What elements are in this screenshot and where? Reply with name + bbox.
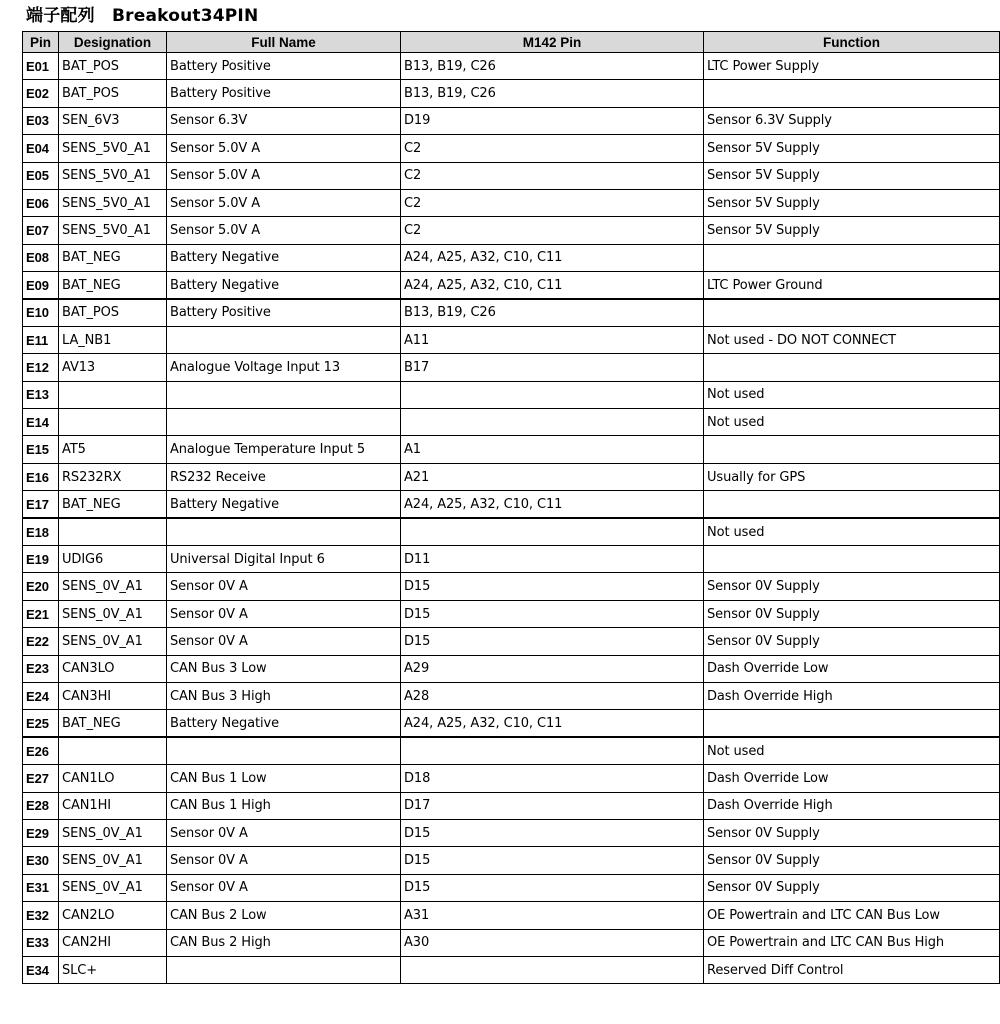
designation-cell: SENS_5V0_A1	[59, 135, 167, 162]
m142-pin-cell: A30	[401, 929, 704, 956]
full-name-cell: Sensor 0V A	[167, 628, 401, 655]
function-cell: Not used	[704, 409, 1000, 436]
designation-cell: SENS_0V_A1	[59, 628, 167, 655]
designation-cell: BAT_POS	[59, 80, 167, 107]
table-row	[23, 107, 1000, 134]
m142-pin-cell: A11	[401, 326, 704, 353]
table-row	[23, 354, 1000, 381]
pin-cell: E24	[23, 682, 59, 709]
function-cell: Dash Override Low	[704, 765, 1000, 792]
pin-cell: E10	[23, 299, 59, 326]
function-cell: Sensor 0V Supply	[704, 600, 1000, 627]
table-row	[23, 819, 1000, 846]
full-name-cell: RS232 Receive	[167, 463, 401, 490]
table-row	[23, 847, 1000, 874]
full-name-cell: Battery Positive	[167, 80, 401, 107]
m142-pin-cell	[401, 518, 704, 545]
pin-cell: E31	[23, 874, 59, 901]
function-cell: Sensor 5V Supply	[704, 217, 1000, 244]
table-body	[23, 53, 1000, 984]
table-row	[23, 874, 1000, 901]
m142-pin-cell: D18	[401, 765, 704, 792]
function-cell: Sensor 0V Supply	[704, 847, 1000, 874]
pin-cell: E15	[23, 436, 59, 463]
designation-cell: CAN1HI	[59, 792, 167, 819]
designation-cell	[59, 737, 167, 764]
full-name-cell: Battery Negative	[167, 272, 401, 299]
pin-cell: E19	[23, 546, 59, 573]
table-row	[23, 737, 1000, 764]
function-cell: Sensor 0V Supply	[704, 819, 1000, 846]
table-row	[23, 244, 1000, 271]
pin-cell: E30	[23, 847, 59, 874]
pin-cell: E13	[23, 381, 59, 408]
function-cell: Sensor 5V Supply	[704, 162, 1000, 189]
full-name-cell: Battery Negative	[167, 710, 401, 737]
column-header-function: Function	[704, 32, 1000, 53]
function-cell	[704, 80, 1000, 107]
full-name-cell: Sensor 6.3V	[167, 107, 401, 134]
pin-cell: E29	[23, 819, 59, 846]
m142-pin-cell: A24, A25, A32, C10, C11	[401, 710, 704, 737]
column-header-designation: Designation	[59, 32, 167, 53]
pin-cell: E25	[23, 710, 59, 737]
m142-pin-cell: A31	[401, 902, 704, 929]
full-name-cell: Battery Negative	[167, 244, 401, 271]
designation-cell: SENS_0V_A1	[59, 600, 167, 627]
pin-cell: E03	[23, 107, 59, 134]
table-row	[23, 710, 1000, 737]
designation-cell: SLC+	[59, 956, 167, 983]
full-name-cell: Battery Positive	[167, 299, 401, 326]
m142-pin-cell: B13, B19, C26	[401, 80, 704, 107]
function-cell: Usually for GPS	[704, 463, 1000, 490]
pin-cell: E22	[23, 628, 59, 655]
full-name-cell: CAN Bus 1 Low	[167, 765, 401, 792]
pin-cell: E28	[23, 792, 59, 819]
full-name-cell	[167, 326, 401, 353]
pin-cell: E02	[23, 80, 59, 107]
m142-pin-cell	[401, 956, 704, 983]
designation-cell: CAN2HI	[59, 929, 167, 956]
table-row	[23, 162, 1000, 189]
full-name-cell	[167, 381, 401, 408]
table-row	[23, 436, 1000, 463]
full-name-cell: Sensor 5.0V A	[167, 162, 401, 189]
function-cell: Dash Override High	[704, 682, 1000, 709]
function-cell: Dash Override High	[704, 792, 1000, 819]
designation-cell: RS232RX	[59, 463, 167, 490]
m142-pin-cell	[401, 409, 704, 436]
full-name-cell: Analogue Temperature Input 5	[167, 436, 401, 463]
pin-cell: E17	[23, 491, 59, 518]
full-name-cell: Battery Negative	[167, 491, 401, 518]
designation-cell	[59, 518, 167, 545]
designation-cell: BAT_NEG	[59, 710, 167, 737]
pin-cell: E04	[23, 135, 59, 162]
designation-cell: CAN1LO	[59, 765, 167, 792]
function-cell: Sensor 0V Supply	[704, 628, 1000, 655]
full-name-cell: CAN Bus 3 Low	[167, 655, 401, 682]
pin-cell: E18	[23, 518, 59, 545]
m142-pin-cell: C2	[401, 135, 704, 162]
m142-pin-cell: D11	[401, 546, 704, 573]
pin-cell: E12	[23, 354, 59, 381]
pin-cell: E08	[23, 244, 59, 271]
table-row	[23, 491, 1000, 518]
designation-cell: BAT_NEG	[59, 491, 167, 518]
function-cell	[704, 491, 1000, 518]
table-row	[23, 135, 1000, 162]
pin-cell: E16	[23, 463, 59, 490]
function-cell: Sensor 6.3V Supply	[704, 107, 1000, 134]
function-cell: Not used	[704, 381, 1000, 408]
m142-pin-cell: D15	[401, 628, 704, 655]
table-row	[23, 189, 1000, 216]
full-name-cell: Sensor 0V A	[167, 847, 401, 874]
function-cell: Not used	[704, 518, 1000, 545]
pin-cell: E07	[23, 217, 59, 244]
table-row	[23, 217, 1000, 244]
function-cell	[704, 244, 1000, 271]
function-cell: Dash Override Low	[704, 655, 1000, 682]
full-name-cell: Sensor 0V A	[167, 573, 401, 600]
function-cell: Sensor 0V Supply	[704, 874, 1000, 901]
table-header-row	[23, 32, 1000, 53]
designation-cell: SEN_6V3	[59, 107, 167, 134]
designation-cell: SENS_0V_A1	[59, 819, 167, 846]
full-name-cell: Sensor 5.0V A	[167, 189, 401, 216]
table-row	[23, 573, 1000, 600]
m142-pin-cell: A24, A25, A32, C10, C11	[401, 244, 704, 271]
designation-cell	[59, 409, 167, 436]
function-cell: OE Powertrain and LTC CAN Bus High	[704, 929, 1000, 956]
designation-cell: LA_NB1	[59, 326, 167, 353]
m142-pin-cell: C2	[401, 162, 704, 189]
pin-cell: E14	[23, 409, 59, 436]
table-row	[23, 792, 1000, 819]
function-cell: Sensor 5V Supply	[704, 189, 1000, 216]
table-row	[23, 600, 1000, 627]
function-cell: Reserved Diff Control	[704, 956, 1000, 983]
pin-cell: E26	[23, 737, 59, 764]
designation-cell: SENS_0V_A1	[59, 847, 167, 874]
pin-cell: E11	[23, 326, 59, 353]
table-row	[23, 902, 1000, 929]
table-row	[23, 53, 1000, 80]
m142-pin-cell: C2	[401, 217, 704, 244]
full-name-cell: Universal Digital Input 6	[167, 546, 401, 573]
full-name-cell: Sensor 0V A	[167, 819, 401, 846]
table-row	[23, 80, 1000, 107]
table-row	[23, 956, 1000, 983]
m142-pin-cell: D15	[401, 847, 704, 874]
table-row	[23, 326, 1000, 353]
m142-pin-cell: D17	[401, 792, 704, 819]
pin-cell: E21	[23, 600, 59, 627]
designation-cell: BAT_NEG	[59, 272, 167, 299]
page-title: 端子配列 Breakout34PIN	[26, 6, 259, 26]
function-cell: Not used	[704, 737, 1000, 764]
designation-cell: AT5	[59, 436, 167, 463]
full-name-cell	[167, 737, 401, 764]
pin-cell: E09	[23, 272, 59, 299]
pin-cell: E32	[23, 902, 59, 929]
designation-cell: SENS_5V0_A1	[59, 189, 167, 216]
full-name-cell: Sensor 5.0V A	[167, 217, 401, 244]
full-name-cell: CAN Bus 2 High	[167, 929, 401, 956]
designation-cell: BAT_POS	[59, 53, 167, 80]
table-row	[23, 929, 1000, 956]
full-name-cell: Battery Positive	[167, 53, 401, 80]
designation-cell: AV13	[59, 354, 167, 381]
pin-cell: E27	[23, 765, 59, 792]
designation-cell: SENS_5V0_A1	[59, 162, 167, 189]
table-row	[23, 546, 1000, 573]
designation-cell: CAN2LO	[59, 902, 167, 929]
m142-pin-cell: D15	[401, 819, 704, 846]
function-cell	[704, 546, 1000, 573]
table-row	[23, 299, 1000, 326]
m142-pin-cell: A21	[401, 463, 704, 490]
m142-pin-cell: A28	[401, 682, 704, 709]
full-name-cell: Analogue Voltage Input 13	[167, 354, 401, 381]
function-cell	[704, 710, 1000, 737]
m142-pin-cell: D15	[401, 874, 704, 901]
function-cell: LTC Power Ground	[704, 272, 1000, 299]
function-cell	[704, 436, 1000, 463]
function-cell: Sensor 5V Supply	[704, 135, 1000, 162]
full-name-cell: CAN Bus 1 High	[167, 792, 401, 819]
full-name-cell	[167, 409, 401, 436]
function-cell: OE Powertrain and LTC CAN Bus Low	[704, 902, 1000, 929]
m142-pin-cell: A29	[401, 655, 704, 682]
full-name-cell: CAN Bus 2 Low	[167, 902, 401, 929]
designation-cell: SENS_5V0_A1	[59, 217, 167, 244]
full-name-cell	[167, 956, 401, 983]
designation-cell: BAT_NEG	[59, 244, 167, 271]
full-name-cell: CAN Bus 3 High	[167, 682, 401, 709]
designation-cell	[59, 381, 167, 408]
designation-cell: BAT_POS	[59, 299, 167, 326]
m142-pin-cell	[401, 381, 704, 408]
m142-pin-cell: D19	[401, 107, 704, 134]
table-row	[23, 518, 1000, 545]
pin-cell: E33	[23, 929, 59, 956]
table-row	[23, 463, 1000, 490]
function-cell	[704, 354, 1000, 381]
table-row	[23, 765, 1000, 792]
column-header-pin: Pin	[23, 32, 59, 53]
pin-cell: E20	[23, 573, 59, 600]
designation-cell: CAN3HI	[59, 682, 167, 709]
m142-pin-cell: B13, B19, C26	[401, 53, 704, 80]
function-cell	[704, 299, 1000, 326]
m142-pin-cell	[401, 737, 704, 764]
designation-cell: CAN3LO	[59, 655, 167, 682]
designation-cell: SENS_0V_A1	[59, 874, 167, 901]
table-row	[23, 628, 1000, 655]
table-row	[23, 655, 1000, 682]
pin-cell: E05	[23, 162, 59, 189]
m142-pin-cell: D15	[401, 600, 704, 627]
full-name-cell: Sensor 0V A	[167, 600, 401, 627]
pin-cell: E34	[23, 956, 59, 983]
full-name-cell: Sensor 0V A	[167, 874, 401, 901]
table-row	[23, 409, 1000, 436]
m142-pin-cell: A1	[401, 436, 704, 463]
function-cell: Not used - DO NOT CONNECT	[704, 326, 1000, 353]
table-row	[23, 381, 1000, 408]
m142-pin-cell: C2	[401, 189, 704, 216]
full-name-cell	[167, 518, 401, 545]
column-header-m142-pin: M142 Pin	[401, 32, 704, 53]
table-row	[23, 682, 1000, 709]
m142-pin-cell: D15	[401, 573, 704, 600]
designation-cell: UDIG6	[59, 546, 167, 573]
pin-cell: E06	[23, 189, 59, 216]
pin-cell: E01	[23, 53, 59, 80]
designation-cell: SENS_0V_A1	[59, 573, 167, 600]
m142-pin-cell: B17	[401, 354, 704, 381]
full-name-cell: Sensor 5.0V A	[167, 135, 401, 162]
function-cell: Sensor 0V Supply	[704, 573, 1000, 600]
m142-pin-cell: A24, A25, A32, C10, C11	[401, 491, 704, 518]
table-row	[23, 272, 1000, 299]
function-cell: LTC Power Supply	[704, 53, 1000, 80]
column-header-full-name: Full Name	[167, 32, 401, 53]
pin-cell: E23	[23, 655, 59, 682]
m142-pin-cell: B13, B19, C26	[401, 299, 704, 326]
m142-pin-cell: A24, A25, A32, C10, C11	[401, 272, 704, 299]
pinout-table	[22, 31, 1000, 984]
